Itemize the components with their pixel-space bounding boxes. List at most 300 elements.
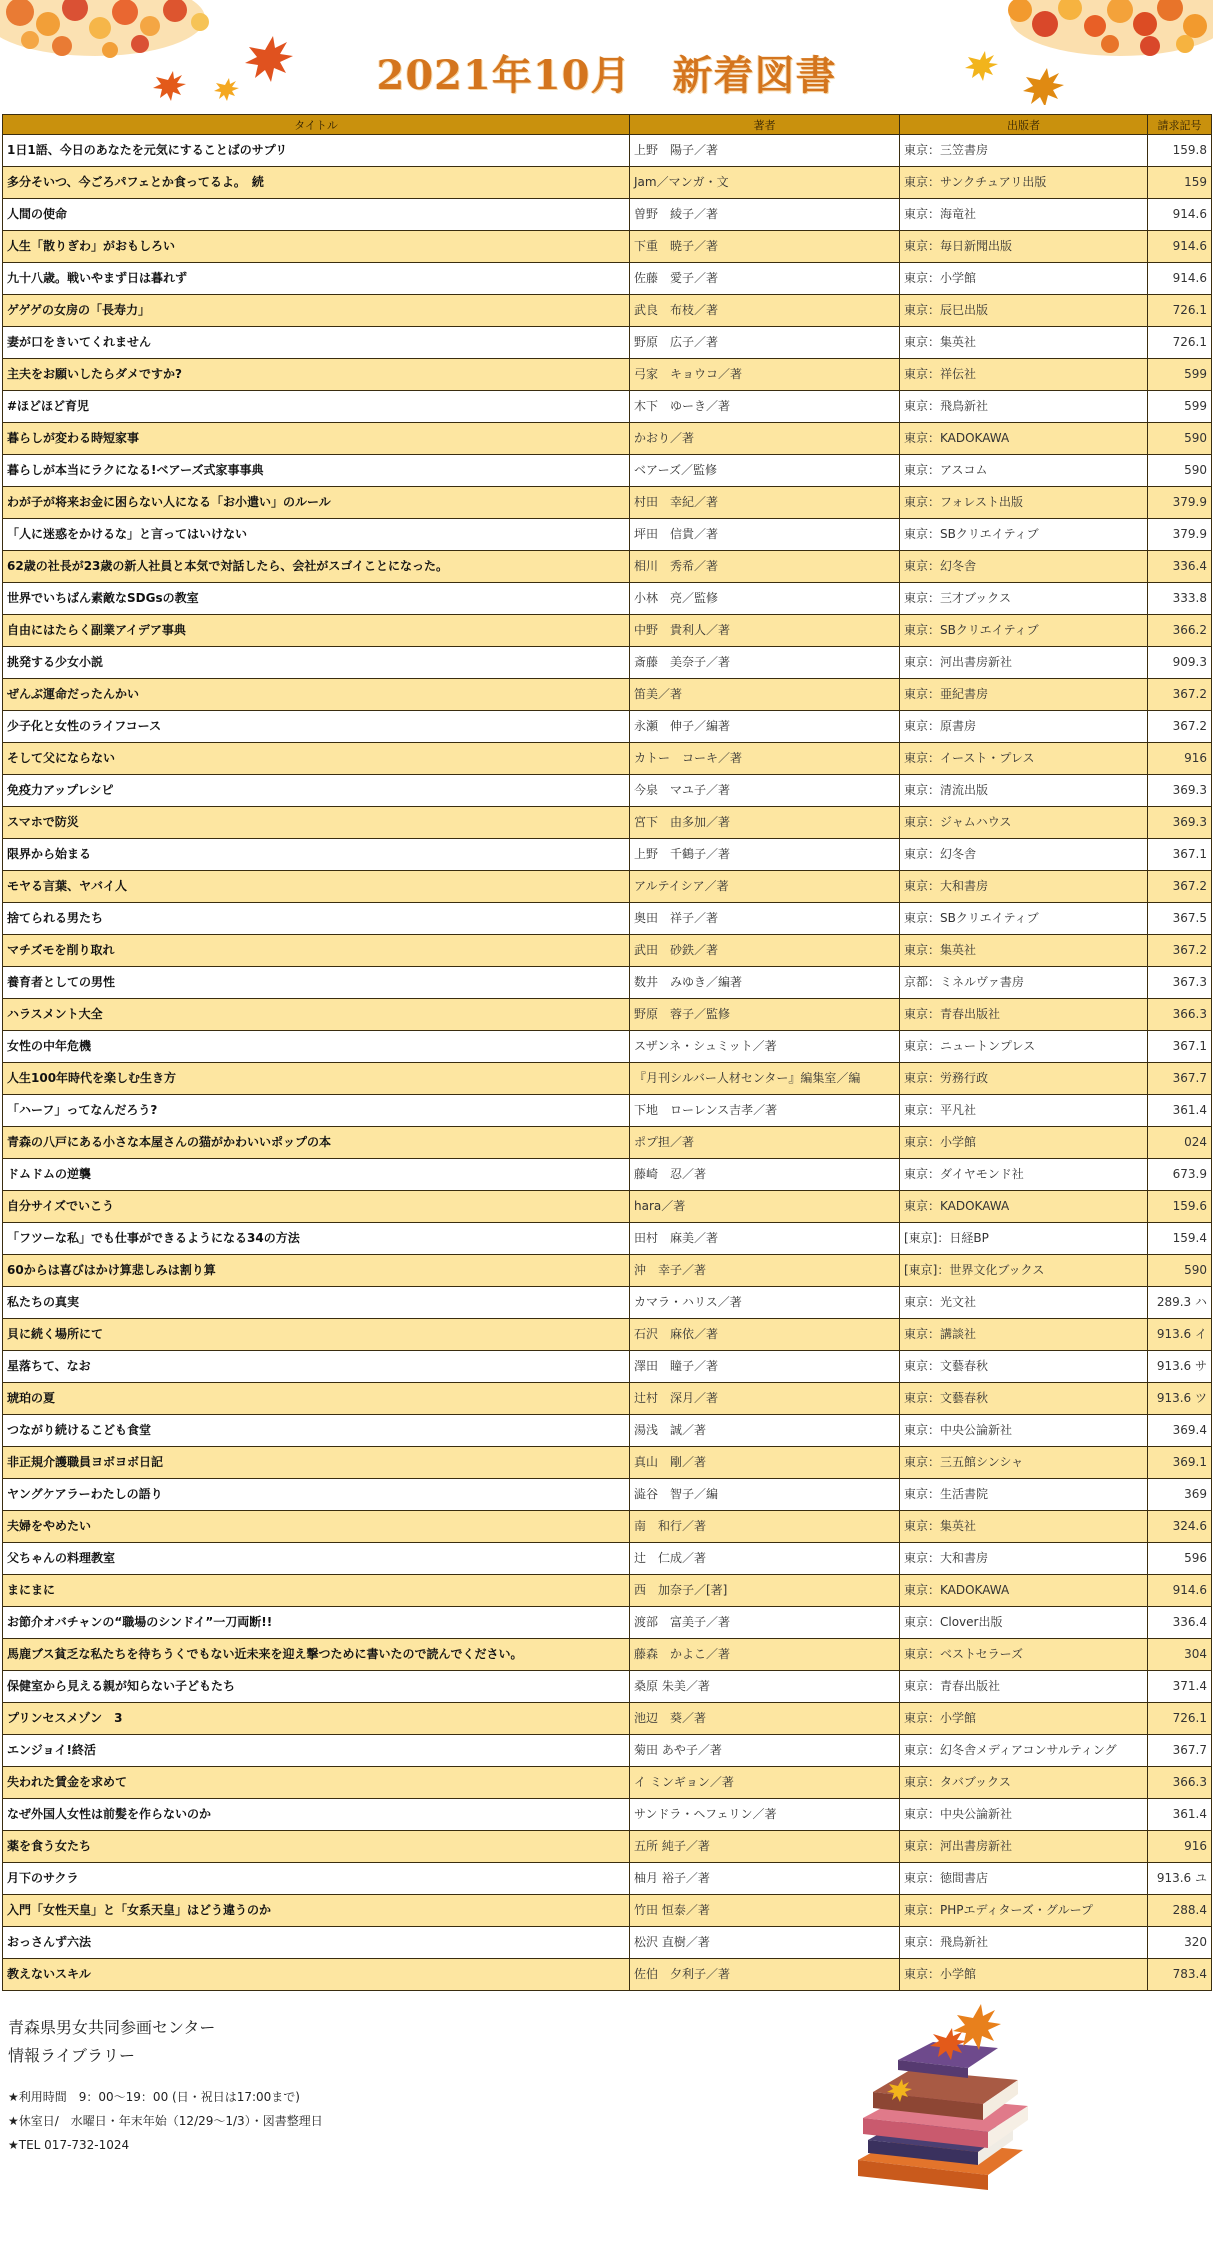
table-row [3, 679, 1212, 711]
book-title: 人生100年時代を楽しむ生き方 [3, 1063, 630, 1095]
table-row [3, 1543, 1212, 1575]
book-title: 「ハーフ」ってなんだろう? [3, 1095, 630, 1127]
book-call-number: 913.6 ツ [1148, 1383, 1212, 1415]
book-publisher: 東京：小学館 [900, 1703, 1148, 1735]
book-title: なぜ外国人女性は前髪を作らないのか [3, 1799, 630, 1831]
book-title: 暮らしが本当にラクになる!ベアーズ式家事事典 [3, 455, 630, 487]
book-author: 野原 広子／著 [630, 327, 900, 359]
book-call-number: 367.1 [1148, 1031, 1212, 1063]
book-author: 木下 ゆーき／著 [630, 391, 900, 423]
book-call-number: 726.1 [1148, 295, 1212, 327]
book-author: 池辺 葵／著 [630, 1703, 900, 1735]
book-title: 星落ちて、なお [3, 1351, 630, 1383]
book-author: 菊田 あや子／著 [630, 1735, 900, 1767]
book-publisher: 東京：文藝春秋 [900, 1351, 1148, 1383]
table-row [3, 807, 1212, 839]
table-row [3, 455, 1212, 487]
book-publisher: 東京：Clover出版 [900, 1607, 1148, 1639]
book-author: 沖 幸子／著 [630, 1255, 900, 1287]
table-row [3, 1319, 1212, 1351]
book-author: 武田 砂鉄／著 [630, 935, 900, 967]
book-call-number: 159.8 [1148, 135, 1212, 167]
book-title: つながり続けるこども食堂 [3, 1415, 630, 1447]
book-author: 辻村 深月／著 [630, 1383, 900, 1415]
book-author: 下重 暁子／著 [630, 231, 900, 263]
book-title: 夫婦をやめたい [3, 1511, 630, 1543]
book-publisher: 東京：フォレスト出版 [900, 487, 1148, 519]
closed-days: ★休室日/ 水曜日・年末年始（12/29～1/3）・図書整理日 [8, 2114, 323, 2128]
book-publisher: 東京：ベストセラーズ [900, 1639, 1148, 1671]
book-title: 青森の八戸にある小さな本屋さんの猫がかわいいポップの本 [3, 1127, 630, 1159]
book-publisher: 東京：小学館 [900, 1127, 1148, 1159]
book-publisher: 東京：幻冬舎メディアコンサルティング [900, 1735, 1148, 1767]
table-row [3, 135, 1212, 167]
book-title: ハラスメント大全 [3, 999, 630, 1031]
table-row [3, 743, 1212, 775]
book-author: 『月刊シルバー人材センター』編集室／編 [630, 1063, 900, 1095]
book-call-number: 288.4 [1148, 1895, 1212, 1927]
book-title: おっさんず六法 [3, 1927, 630, 1959]
book-author: 今泉 マユ子／著 [630, 775, 900, 807]
book-author: 湯浅 誠／著 [630, 1415, 900, 1447]
book-publisher: 東京：中央公論新社 [900, 1415, 1148, 1447]
book-author: 佐藤 愛子／著 [630, 263, 900, 295]
book-title: 入門「女性天皇」と「女系天皇」はどう違うのか [3, 1895, 630, 1927]
book-author: 奥田 祥子／著 [630, 903, 900, 935]
book-title: 九十八歳。戦いやまず日は暮れず [3, 263, 630, 295]
book-title: 父ちゃんの料理教室 [3, 1543, 630, 1575]
table-row [3, 519, 1212, 551]
book-publisher: 東京：サンクチュアリ出版 [900, 167, 1148, 199]
book-publisher: 東京：三笠書房 [900, 135, 1148, 167]
book-publisher: 東京：海竜社 [900, 199, 1148, 231]
table-row [3, 1639, 1212, 1671]
book-call-number: 371.4 [1148, 1671, 1212, 1703]
book-call-number: 916 [1148, 1831, 1212, 1863]
book-title: 貝に続く場所にて [3, 1319, 630, 1351]
book-call-number: 369.3 [1148, 775, 1212, 807]
book-publisher: 東京：三才ブックス [900, 583, 1148, 615]
book-publisher: 東京：労務行政 [900, 1063, 1148, 1095]
table-row [3, 551, 1212, 583]
table-row [3, 967, 1212, 999]
book-author: 田村 麻美／著 [630, 1223, 900, 1255]
book-publisher: 東京：アスコム [900, 455, 1148, 487]
book-call-number: 361.4 [1148, 1095, 1212, 1127]
table-row [3, 999, 1212, 1031]
book-author: 永瀬 伸子／編著 [630, 711, 900, 743]
book-author: 南 和行／著 [630, 1511, 900, 1543]
book-title: 60からは喜びはかけ算悲しみは割り算 [3, 1255, 630, 1287]
book-publisher: [東京]：世界文化ブックス [900, 1255, 1148, 1287]
table-row [3, 199, 1212, 231]
table-row [3, 1575, 1212, 1607]
book-call-number: 599 [1148, 391, 1212, 423]
header-call-number: 請求記号 [1148, 115, 1212, 135]
book-author: 中野 貴利人／著 [630, 615, 900, 647]
book-call-number: 336.4 [1148, 1607, 1212, 1639]
book-call-number: 596 [1148, 1543, 1212, 1575]
book-title: まにまに [3, 1575, 630, 1607]
table-row [3, 295, 1212, 327]
book-author: サンドラ・ヘフェリン／著 [630, 1799, 900, 1831]
table-row [3, 167, 1212, 199]
book-title: スマホで防災 [3, 807, 630, 839]
table-row [3, 1895, 1212, 1927]
book-stack-illustration [838, 2000, 1048, 2200]
book-call-number: 367.2 [1148, 711, 1212, 743]
book-publisher: 東京：三五館シンシャ [900, 1447, 1148, 1479]
book-author: 五所 純子／著 [630, 1831, 900, 1863]
book-publisher: 東京：SBクリエイティブ [900, 903, 1148, 935]
book-call-number: 369 [1148, 1479, 1212, 1511]
book-title: 自分サイズでいこう [3, 1191, 630, 1223]
book-call-number: 367.7 [1148, 1063, 1212, 1095]
page-title: 2021年10月 新着図書 [376, 52, 837, 99]
book-call-number: 914.6 [1148, 231, 1212, 263]
book-author: 村田 幸紀／著 [630, 487, 900, 519]
table-row [3, 871, 1212, 903]
book-title: 非正規介護職員ヨボヨボ日記 [3, 1447, 630, 1479]
book-author: 真山 剛／著 [630, 1447, 900, 1479]
table-row [3, 1255, 1212, 1287]
table-row [3, 1607, 1212, 1639]
book-call-number: 367.5 [1148, 903, 1212, 935]
book-publisher: 東京：河出書房新社 [900, 647, 1148, 679]
book-publisher: 東京：集英社 [900, 1511, 1148, 1543]
book-author: 渡部 富美子／著 [630, 1607, 900, 1639]
book-call-number: 369.1 [1148, 1447, 1212, 1479]
book-publisher: 東京：集英社 [900, 327, 1148, 359]
book-call-number: 913.6 サ [1148, 1351, 1212, 1383]
book-publisher: 東京：光文社 [900, 1287, 1148, 1319]
table-row [3, 263, 1212, 295]
book-title: 限界から始まる [3, 839, 630, 871]
table-row [3, 1671, 1212, 1703]
table-row [3, 391, 1212, 423]
book-title: 暮らしが変わる時短家事 [3, 423, 630, 455]
book-title: ゲゲゲの女房の「長寿力」 [3, 295, 630, 327]
book-call-number: 914.6 [1148, 199, 1212, 231]
book-title: 免疫力アップレシピ [3, 775, 630, 807]
table-row [3, 1959, 1212, 1991]
table-row [3, 1735, 1212, 1767]
telephone: ★TEL 017-732-1024 [8, 2138, 130, 2152]
table-row [3, 1703, 1212, 1735]
book-author: 澁谷 智子／編 [630, 1479, 900, 1511]
book-author: Jam／マンガ・文 [630, 167, 900, 199]
book-publisher: 東京：タバブックス [900, 1767, 1148, 1799]
table-row [3, 1927, 1212, 1959]
book-publisher: 東京：講談社 [900, 1319, 1148, 1351]
book-call-number: 366.2 [1148, 615, 1212, 647]
book-call-number: 024 [1148, 1127, 1212, 1159]
book-call-number: 336.4 [1148, 551, 1212, 583]
table-row [3, 1863, 1212, 1895]
book-publisher: 東京：PHPエディターズ・グループ [900, 1895, 1148, 1927]
book-call-number: 367.3 [1148, 967, 1212, 999]
header-publisher: 出版者 [900, 115, 1148, 135]
book-author: スザンネ・シュミット／著 [630, 1031, 900, 1063]
book-author: かおり／著 [630, 423, 900, 455]
book-call-number: 366.3 [1148, 999, 1212, 1031]
book-title: 私たちの真実 [3, 1287, 630, 1319]
book-author: ベアーズ／監修 [630, 455, 900, 487]
book-call-number: 726.1 [1148, 327, 1212, 359]
book-publisher: 東京：ニュートンプレス [900, 1031, 1148, 1063]
book-title: 妻が口をきいてくれません [3, 327, 630, 359]
book-title: 主夫をお願いしたらダメですか? [3, 359, 630, 391]
book-title: わが子が将来お金に困らない人になる「お小遣い」のルール [3, 487, 630, 519]
book-title: 捨てられる男たち [3, 903, 630, 935]
book-title: 人間の使命 [3, 199, 630, 231]
book-publisher: 東京：河出書房新社 [900, 1831, 1148, 1863]
table-row [3, 423, 1212, 455]
book-call-number: 673.9 [1148, 1159, 1212, 1191]
table-row [3, 1351, 1212, 1383]
book-author: 澤田 瞳子／著 [630, 1351, 900, 1383]
book-call-number: 159 [1148, 167, 1212, 199]
book-publisher: 東京：ダイヤモンド社 [900, 1159, 1148, 1191]
book-call-number: 361.4 [1148, 1799, 1212, 1831]
library-name: 情報ライブラリー [8, 2046, 136, 2065]
book-publisher: 東京：イースト・プレス [900, 743, 1148, 775]
book-publisher: 東京：SBクリエイティブ [900, 519, 1148, 551]
book-publisher: 東京：KADOKAWA [900, 1191, 1148, 1223]
book-publisher: 東京：KADOKAWA [900, 423, 1148, 455]
book-publisher: 東京：毎日新聞出版 [900, 231, 1148, 263]
book-title: モヤる言葉、ヤバイ人 [3, 871, 630, 903]
table-row [3, 359, 1212, 391]
table-row [3, 1031, 1212, 1063]
book-publisher: 東京：青春出版社 [900, 1671, 1148, 1703]
book-author: 上野 千鶴子／著 [630, 839, 900, 871]
book-publisher: 東京：幻冬舎 [900, 551, 1148, 583]
book-title: 失われた賃金を求めて [3, 1767, 630, 1799]
book-call-number: 159.6 [1148, 1191, 1212, 1223]
book-publisher: 東京：亜紀書房 [900, 679, 1148, 711]
book-author: 柚月 裕子／著 [630, 1863, 900, 1895]
table-row [3, 583, 1212, 615]
book-call-number: 304 [1148, 1639, 1212, 1671]
book-author: 竹田 恒泰／著 [630, 1895, 900, 1927]
book-call-number: 913.6 ユ [1148, 1863, 1212, 1895]
book-author: 下地 ローレンス吉孝／著 [630, 1095, 900, 1127]
book-call-number: 367.7 [1148, 1735, 1212, 1767]
book-publisher: 京都：ミネルヴァ書房 [900, 967, 1148, 999]
book-title: 養育者としての男性 [3, 967, 630, 999]
book-publisher: 東京：平凡社 [900, 1095, 1148, 1127]
table-row [3, 647, 1212, 679]
table-row [3, 1767, 1212, 1799]
table-row [3, 487, 1212, 519]
book-publisher: 東京：小学館 [900, 263, 1148, 295]
book-publisher: 東京：大和書房 [900, 871, 1148, 903]
book-title: #ほどほど育児 [3, 391, 630, 423]
book-publisher: 東京：小学館 [900, 1959, 1148, 1991]
book-title: 少子化と女性のライフコース [3, 711, 630, 743]
table-row [3, 1799, 1212, 1831]
book-author: 藤崎 忍／著 [630, 1159, 900, 1191]
book-author: 弓家 キョウコ／著 [630, 359, 900, 391]
book-author: 斎藤 美奈子／著 [630, 647, 900, 679]
book-author: 松沢 直樹／著 [630, 1927, 900, 1959]
book-call-number: 369.4 [1148, 1415, 1212, 1447]
table-row [3, 1127, 1212, 1159]
table-row [3, 1191, 1212, 1223]
book-publisher: 東京：飛鳥新社 [900, 1927, 1148, 1959]
book-title: そして父にならない [3, 743, 630, 775]
book-publisher: [東京]：日経BP [900, 1223, 1148, 1255]
book-call-number: 914.6 [1148, 1575, 1212, 1607]
book-call-number: 783.4 [1148, 1959, 1212, 1991]
book-publisher: 東京：祥伝社 [900, 359, 1148, 391]
book-author: 宮下 由多加／著 [630, 807, 900, 839]
table-row [3, 1511, 1212, 1543]
book-publisher: 東京：幻冬舎 [900, 839, 1148, 871]
book-title: 多分そいつ、今ごろパフェとか食ってるよ。 続 [3, 167, 630, 199]
book-call-number: 367.2 [1148, 679, 1212, 711]
book-title: お節介オバチャンの“職場のシンドイ”一刀両断!! [3, 1607, 630, 1639]
table-row [3, 1223, 1212, 1255]
book-title: 自由にはたらく副業アイデア事典 [3, 615, 630, 647]
table-row [3, 839, 1212, 871]
book-publisher: 東京：文藝春秋 [900, 1383, 1148, 1415]
book-title: ぜんぶ運命だったんかい [3, 679, 630, 711]
opening-hours: ★利用時間 9：00～19：00 (日・祝日は17:00まで) [8, 2090, 300, 2104]
book-call-number: 369.3 [1148, 807, 1212, 839]
book-publisher: 東京：SBクリエイティブ [900, 615, 1148, 647]
book-title: 「フツーな私」でも仕事ができるようになる34の方法 [3, 1223, 630, 1255]
book-title: 保健室から見える親が知らない子どもたち [3, 1671, 630, 1703]
book-publisher: 東京：徳間書店 [900, 1863, 1148, 1895]
book-title: 人生「散りぎわ」がおもしろい [3, 231, 630, 263]
book-title: 1日1語、今日のあなたを元気にすることばのサプリ [3, 135, 630, 167]
org-name: 青森県男女共同参画センター [8, 2018, 216, 2037]
table-row [3, 903, 1212, 935]
book-author: カマラ・ハリス／著 [630, 1287, 900, 1319]
library-info [8, 2014, 323, 2156]
header-author: 著者 [630, 115, 900, 135]
book-author: 笛美／著 [630, 679, 900, 711]
book-title: ヤングケアラーわたしの語り [3, 1479, 630, 1511]
book-author: 辻 仁成／著 [630, 1543, 900, 1575]
table-row [3, 1095, 1212, 1127]
book-author: 佐伯 夕利子／著 [630, 1959, 900, 1991]
book-call-number: 333.8 [1148, 583, 1212, 615]
book-author: 石沢 麻依／著 [630, 1319, 900, 1351]
header-title: タイトル [3, 115, 630, 135]
table-row [3, 1159, 1212, 1191]
book-publisher: 東京：集英社 [900, 935, 1148, 967]
book-author: 桑原 朱美／著 [630, 1671, 900, 1703]
book-call-number: 379.9 [1148, 519, 1212, 551]
book-title: マチズモを削り取れ [3, 935, 630, 967]
book-author: hara／著 [630, 1191, 900, 1223]
book-call-number: 379.9 [1148, 487, 1212, 519]
table-row [3, 231, 1212, 263]
table-row [3, 711, 1212, 743]
book-publisher: 東京：生活書院 [900, 1479, 1148, 1511]
book-title: 薬を食う女たち [3, 1831, 630, 1863]
book-publisher: 東京：KADOKAWA [900, 1575, 1148, 1607]
book-title: 月下のサクラ [3, 1863, 630, 1895]
book-title: 琥珀の夏 [3, 1383, 630, 1415]
book-title: 女性の中年危機 [3, 1031, 630, 1063]
book-author: 曽野 綾子／著 [630, 199, 900, 231]
book-publisher: 東京：原書房 [900, 711, 1148, 743]
book-author: 坪田 信貴／著 [630, 519, 900, 551]
book-call-number: 320 [1148, 1927, 1212, 1959]
book-publisher: 東京：清流出版 [900, 775, 1148, 807]
book-title: エンジョイ!終活 [3, 1735, 630, 1767]
table-row [3, 1287, 1212, 1319]
book-publisher: 東京：大和書房 [900, 1543, 1148, 1575]
table-row [3, 1479, 1212, 1511]
table-row [3, 1415, 1212, 1447]
book-call-number: 590 [1148, 1255, 1212, 1287]
table-row [3, 1063, 1212, 1095]
book-author: 野原 蓉子／監修 [630, 999, 900, 1031]
book-author: アルテイシア／著 [630, 871, 900, 903]
book-call-number: 913.6 イ [1148, 1319, 1212, 1351]
book-call-number: 367.2 [1148, 871, 1212, 903]
book-title: ドムドムの逆襲 [3, 1159, 630, 1191]
book-call-number: 914.6 [1148, 263, 1212, 295]
book-call-number: 599 [1148, 359, 1212, 391]
book-title: 教えないスキル [3, 1959, 630, 1991]
book-title: プリンセスメゾン 3 [3, 1703, 630, 1735]
book-author: 小林 亮／監修 [630, 583, 900, 615]
book-call-number: 159.4 [1148, 1223, 1212, 1255]
book-call-number: 726.1 [1148, 1703, 1212, 1735]
book-call-number: 590 [1148, 455, 1212, 487]
book-publisher: 東京：飛鳥新社 [900, 391, 1148, 423]
book-call-number: 324.6 [1148, 1511, 1212, 1543]
book-author: 数井 みゆき／編著 [630, 967, 900, 999]
book-author: 武良 布枝／著 [630, 295, 900, 327]
table-header-row [3, 115, 1212, 135]
book-author: 相川 秀希／著 [630, 551, 900, 583]
book-author: 西 加奈子／[著] [630, 1575, 900, 1607]
book-title: 挑発する少女小説 [3, 647, 630, 679]
table-row [3, 935, 1212, 967]
book-call-number: 909.3 [1148, 647, 1212, 679]
table-row [3, 775, 1212, 807]
book-publisher: 東京：辰巳出版 [900, 295, 1148, 327]
table-row [3, 327, 1212, 359]
book-publisher: 東京：中央公論新社 [900, 1799, 1148, 1831]
book-title: 馬鹿ブス貧乏な私たちを待ちうくでもない近未来を迎え撃つために書いたので読んでください。 [3, 1639, 630, 1671]
book-publisher: 東京：青春出版社 [900, 999, 1148, 1031]
book-call-number: 289.3 ハ [1148, 1287, 1212, 1319]
book-author: カトー コーキ／著 [630, 743, 900, 775]
book-call-number: 367.2 [1148, 935, 1212, 967]
book-title: 「人に迷惑をかけるな」と言ってはいけない [3, 519, 630, 551]
book-author: 上野 陽子／著 [630, 135, 900, 167]
table-row [3, 615, 1212, 647]
book-call-number: 367.1 [1148, 839, 1212, 871]
book-author: イ ミンギョン／著 [630, 1767, 900, 1799]
book-call-number: 916 [1148, 743, 1212, 775]
book-call-number: 590 [1148, 423, 1212, 455]
new-books-table [2, 114, 1212, 1991]
table-row [3, 1831, 1212, 1863]
book-title: 62歳の社長が23歳の新人社員と本気で対話したら、会社がスゴイことになった。 [3, 551, 630, 583]
table-row [3, 1447, 1212, 1479]
book-title: 世界でいちばん素敵なSDGsの教室 [3, 583, 630, 615]
book-call-number: 366.3 [1148, 1767, 1212, 1799]
